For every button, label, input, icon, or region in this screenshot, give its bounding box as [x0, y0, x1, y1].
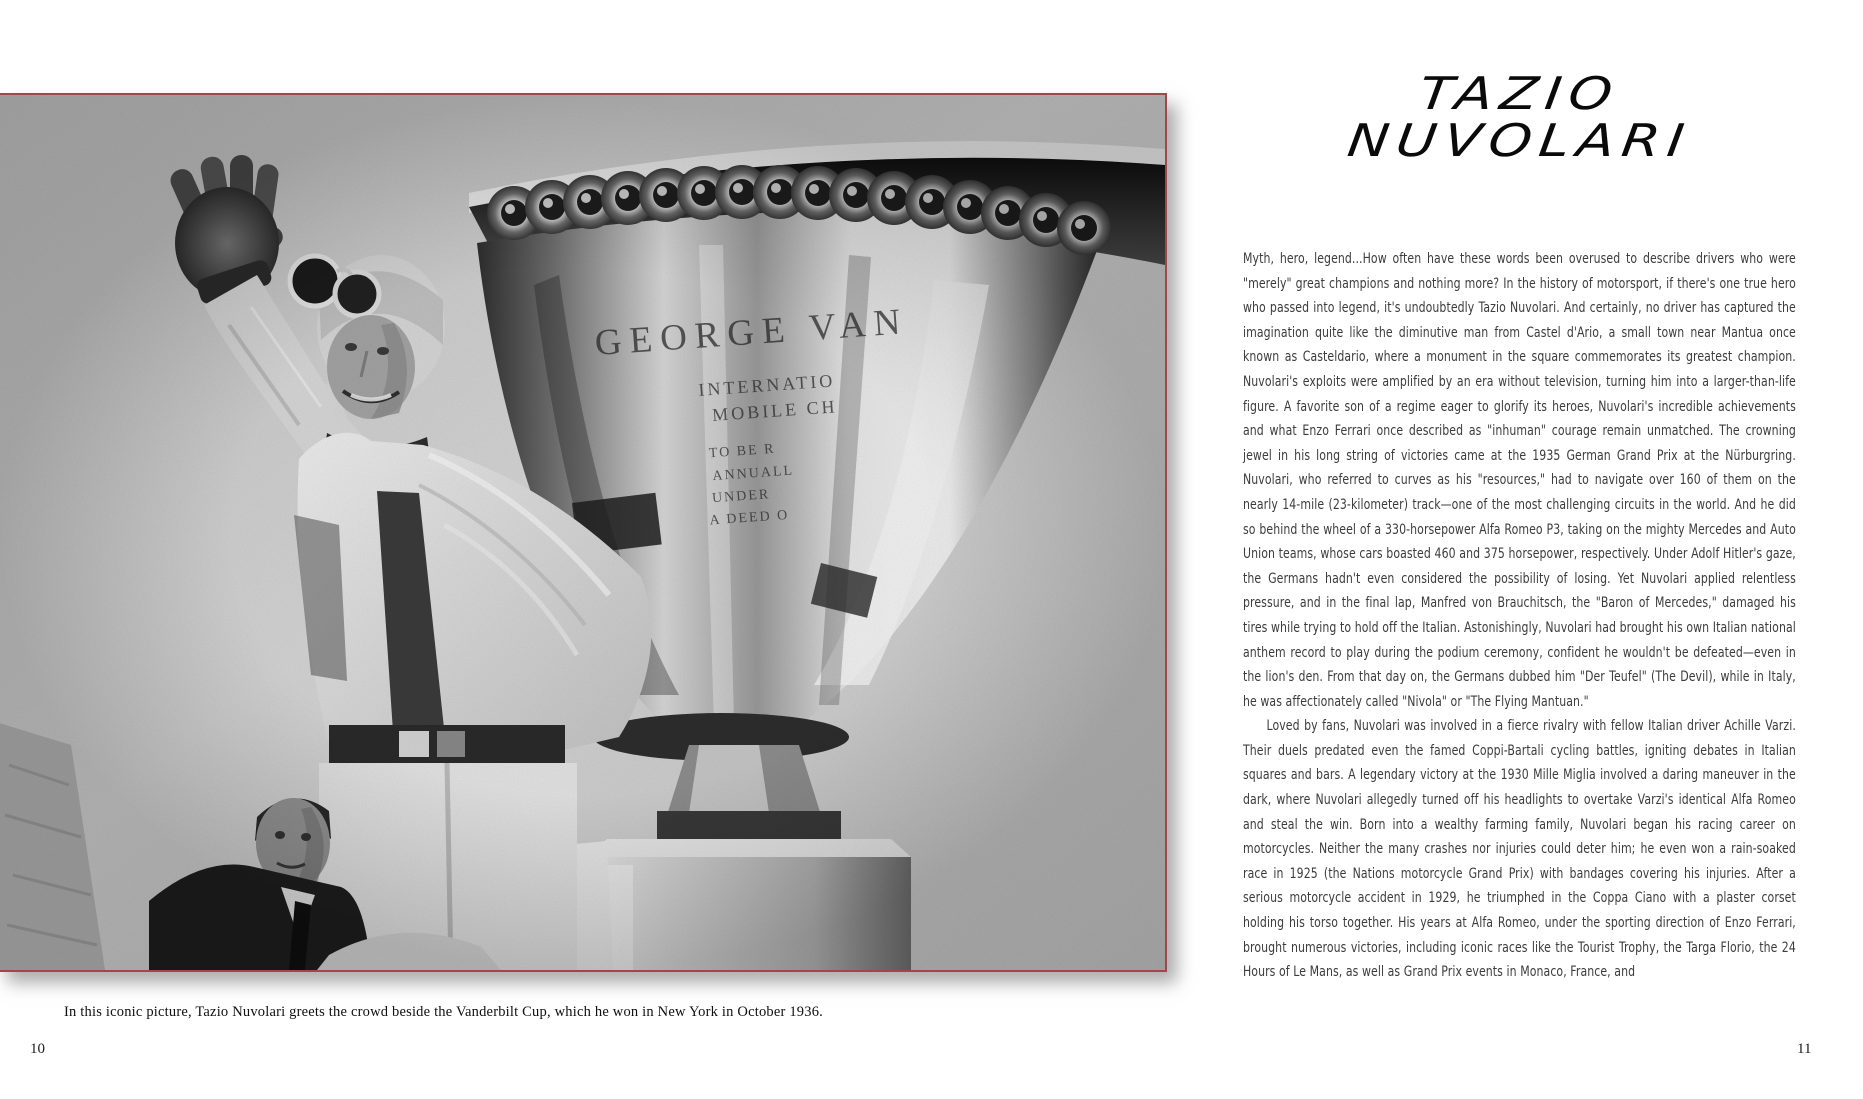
- chapter-title: [1243, 67, 1796, 167]
- page-number-right: 11: [1797, 1041, 1812, 1057]
- page-number-left: 10: [30, 1041, 45, 1057]
- chapter-title-line-1: TAZIO: [1416, 67, 1623, 120]
- photo-illustration: [0, 95, 1165, 970]
- article-body: [1243, 247, 1796, 985]
- article-paragraph-2: Loved by fans, Nuvolari was involved in a fierce rivalry with fellow Italian driver Achille Varzi. Their duels predated even the famed Coppi-Bartali cycling battles, igniting debates in Italian squares and bars. A legendary victory at the 1930 Mille Miglia involved a daring maneuver in the dark, where Nuvolari allegedly turned off his headlights to overtake Varzi's identical Alfa Romeo and steal the win. Born into a wealthy farming family, Nuvolari began his racing career on motorcycles. Neither the many crashes nor injuries could deter him; he even won a rain-soaked race in 1925 (the Nations motorcycle Grand Prix) with bandages covering his injuries. After a serious motorcycle accident in 1929, he triumphed in the Coppa Ciano with a plaster corset holding his torso together. His years at Alfa Romeo, under the sporting direction of Enzo Ferrari, brought numerous victories, including iconic races like the Tourist Trophy, the Targa Florio, the 24 Hours of Le Mans, as well as Grand Prix events in Monaco, France, and: [1243, 718, 1796, 981]
- article-paragraph-1: Myth, hero, legend...How often have these words been overused to describe drivers who were "merely" great champions and nothing more? In the history of motorsport, if there's one true hero who passed into legend, it's undoubtedly Tazio Nuvolari. And certainly, no driver has captured the imagination quite like the diminutive man from Castel d'Ario, a small town near Mantua once known as Casteldario, where a monument in the square commemorates its greatest champion. Nuvolari's exploits were amplified by an era without television, turning him into a larger-than-life figure. A favorite son of a regime eager to glorify its heroes, Nuvolari's incredible achievements and what Enzo Ferrari once described as "inhuman" courage remain unmatched. The crowning jewel in his long string of victories came at the 1935 German Grand Prix at the Nürburgring. Nuvolari, who referred to curves as his "resources," had to navigate over 160 of them on the nearly 14-mile (23-kilometer) track—one of the most challenging circuits in the world. And he did so behind the wheel of a 330-horsepower Alfa Romeo P3, taking on the mighty Mercedes and Auto Union teams, whose cars boasted 460 and 375 horsepower, respectively. Under Adolf Hitler's gaze, the Germans hadn't even considered the possibility of losing. Yet Nuvolari applied relentless pressure, and in the final lap, Manfred von Brauchitsch, the "Baron of Mercedes," damaged his tires while trying to hold off the Italian. Astonishingly, Nuvolari had brought his own Italian national anthem record to play during the podium ceremony, confident he wouldn't be defeated—even in the lion's den. From that day on, the Germans dubbed him "Der Teufel" (The Devil), while in Italy, he was affectionately called "Nivola" or "The Flying Mantuan.": [1243, 251, 1796, 710]
- photo-caption: In this iconic picture, Tazio Nuvolari greets the crowd beside the Vanderbilt Cup, which he won in New York in October 1936.: [64, 1004, 823, 1020]
- chapter-title-line-2: NUVOLARI: [1344, 114, 1695, 167]
- photo-nuvolari-vanderbilt-cup: [0, 93, 1167, 972]
